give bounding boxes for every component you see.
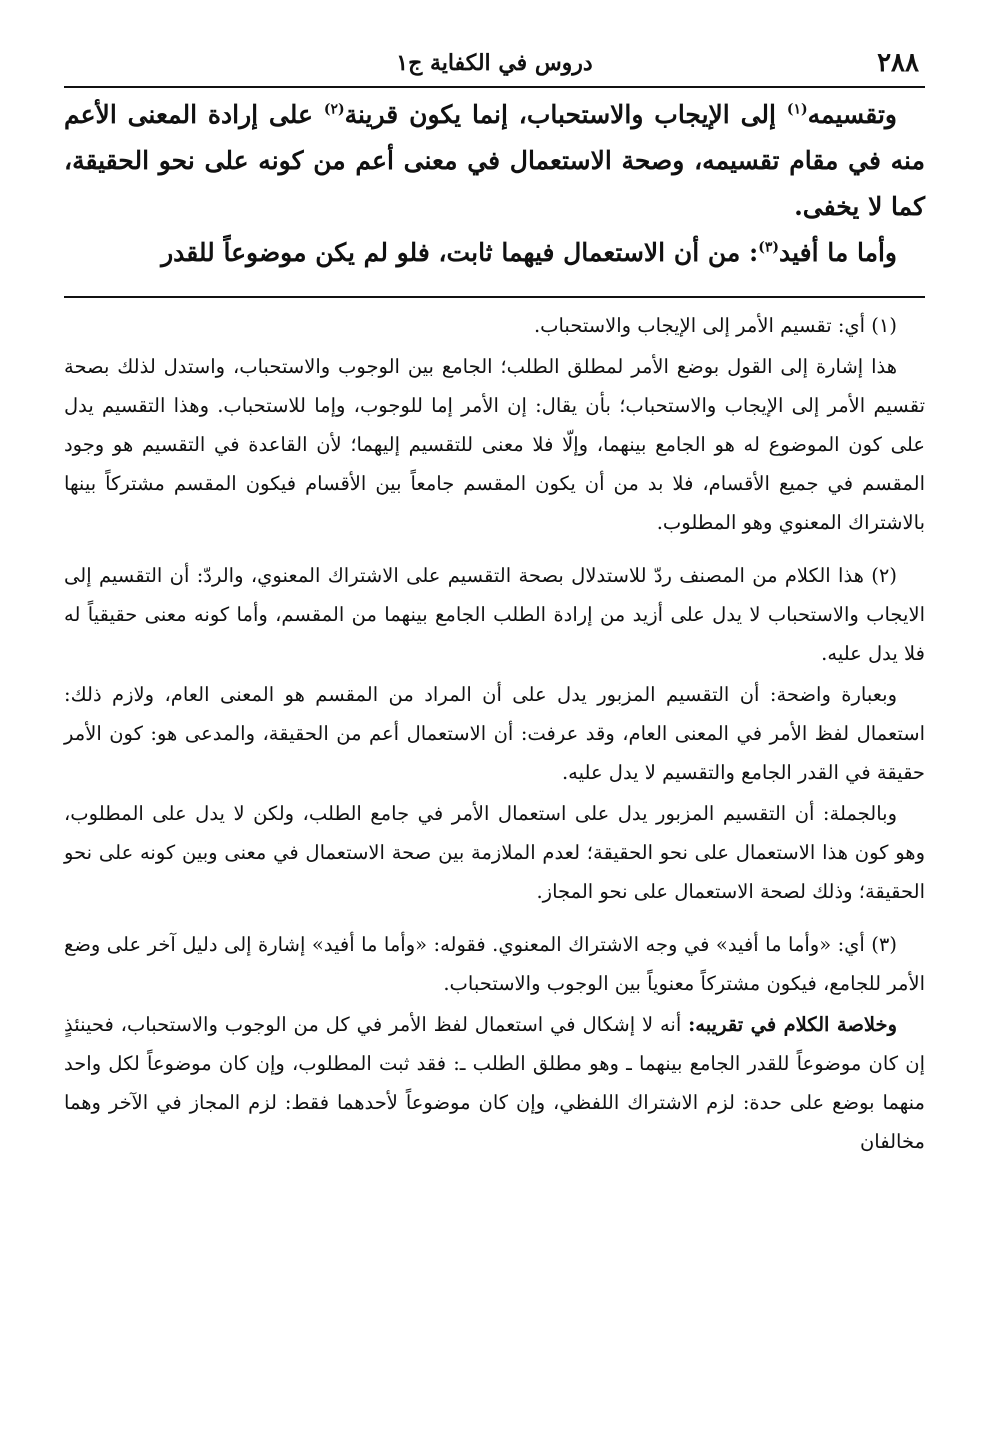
main-text-segment: على إرادة المعنى الأعم منه في مقام تقسيمه، وصحة الاستعمال في معنى أعم من كونه على نحو الحقيقة، كما لا يخفى. xyxy=(64,100,925,221)
footnote-ref-3: (٣) xyxy=(758,239,779,256)
footnote-2-clarification: وبعبارة واضحة: أن التقسيم المزبور يدل على أن المراد من المقسم هو المعنى العام، ولازم ذلك: استعمال لفظ الأمر في المعنى العام، وقد عرفت: أن الاستعمال أعم من الحقيقة، والمدعى هو: كون الأمر حقيقة في القدر الجامع والتقسيم لا يدل عليه. xyxy=(64,683,925,784)
footnotes xyxy=(64,306,925,1163)
footnote-ref-2: (٢) xyxy=(323,101,345,118)
running-title: دروس في الكفاية ج١ xyxy=(396,50,593,76)
page-number: ٢٨٨ xyxy=(877,48,919,78)
footnote-3-summary xyxy=(64,1005,925,1161)
footnote-3-body: (٣) أي: «وأما ما أفيد» في وجه الاشتراك المعنوي. فقوله: «وأما ما أفيد» إشارة إلى دليل آخر على وضع الأمر للجامع، فيكون مشتركاً معنوياً بين الوجوب والاستحباب. xyxy=(64,933,925,995)
footnote-ref-1: (١) xyxy=(786,101,808,118)
page-header xyxy=(64,40,925,88)
summary-label: وخلاصة الكلام في تقريبه: xyxy=(688,1013,897,1036)
footnote-divider xyxy=(64,296,925,298)
main-paragraph-2 xyxy=(64,230,925,276)
main-paragraph-1 xyxy=(64,92,925,230)
main-text-segment: إلى الإيجاب والاستحباب، إنما يكون قرينة xyxy=(344,100,787,129)
summary-text: أنه لا إشكال في استعمال لفظ الأمر في كل من الوجوب والاستحباب، فحينئذٍ إن كان موضوعاً للقدر الجامع بينهما ـ وهو مطلق الطلب ـ: فقد ثبت المطلوب، وإن كان موضوعاً لكل واحد منهما بوضع على حدة: لزم الاشتراك اللفظي، وإن كان موضوعاً لأحدهما فقط: لزم المجاز في الآخر وهما مخالفان xyxy=(64,1013,925,1153)
main-text-segment: : من أن الاستعمال فيهما ثابت، فلو لم يكن موضوعاً للقدر xyxy=(161,238,759,267)
main-text xyxy=(64,92,925,276)
main-text-segment: وتقسيمه xyxy=(807,100,897,129)
footnote-1-title: (١) أي: تقسيم الأمر إلى الإيجاب والاستحباب. xyxy=(533,314,897,337)
footnote-1-body: هذا إشارة إلى القول بوضع الأمر لمطلق الطلب؛ الجامع بين الوجوب والاستحباب، واستدل لذلك بصحة تقسيم الأمر إلى الإيجاب والاستحباب؛ بأن يقال: إن الأمر إما للوجوب، وإما للاستحباب. وهذا التقسيم يدل على كون الموضوع له هو الجامع بينهما، وإلّا فلا معنى للتقسيم إليهما؛ لأن القاعدة في التقسيم هو وجود المقسم في جميع الأقسام، فلا بد من أن يكون المقسم جامعاً بين الأقسام فيكون المقسم مشتركاً بينها بالاشتراك المعنوي وهو المطلوب. xyxy=(64,355,925,534)
footnote-2-summary: وبالجملة: أن التقسيم المزبور يدل على استعمال الأمر في جامع الطلب، ولكن لا يدل على المطلوب، وهو كون هذا الاستعمال على نحو الحقيقة؛ لعدم الملازمة بين صحة الاستعمال في معنى وبين كونه على نحو الحقيقة؛ وذلك لصحة الاستعمال على نحو المجاز. xyxy=(64,802,925,903)
main-text-segment: وأما ما أفيد xyxy=(778,238,897,267)
footnote-2-body: (٢) هذا الكلام من المصنف ردّ للاستدلال بصحة التقسيم على الاشتراك المعنوي، والردّ: أن التقسيم إلى الايجاب والاستحباب لا يدل على أزيد من إرادة الطلب الجامع بينهما من المقسم، وأما كونه معنى حقيقياً له فلا يدل عليه. xyxy=(64,564,925,665)
